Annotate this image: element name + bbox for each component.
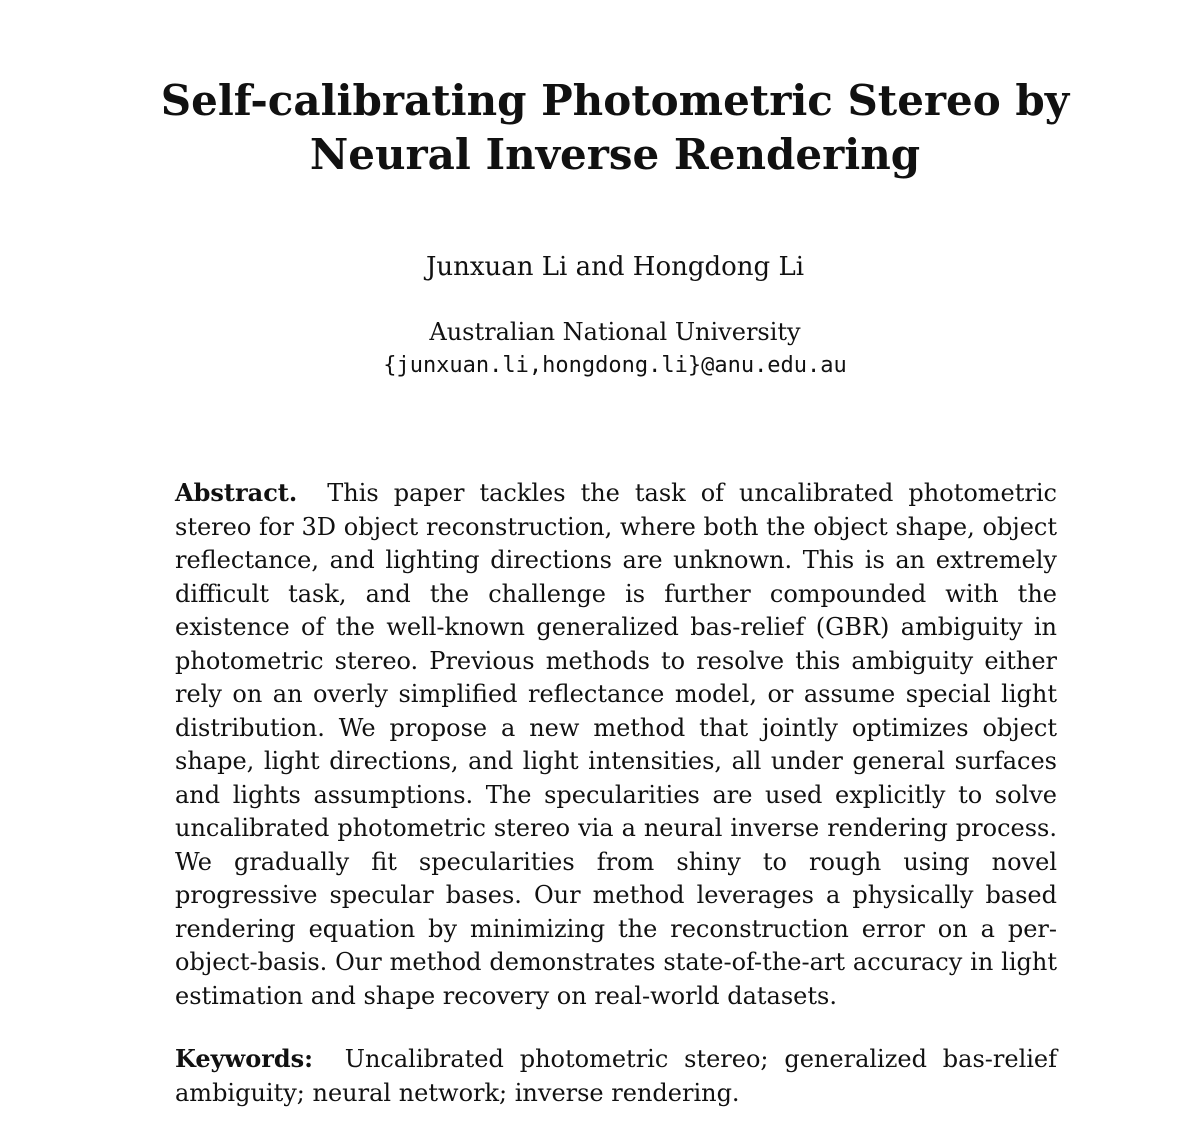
keywords-label: Keywords: (175, 1044, 314, 1073)
abstract-paragraph (175, 476, 1057, 1013)
author-email: {junxuan.li,hongdong.li}@anu.edu.au (383, 353, 847, 378)
author-affiliation: Australian National University (429, 318, 801, 346)
paper-authors: Junxuan Li and Hongdong Li (425, 252, 805, 282)
keywords-paragraph (175, 1042, 1057, 1110)
keywords-text: Uncalibrated photometric stereo; generalized bas-relief ambiguity; neural network; inverse rendering. (175, 1045, 1058, 1107)
paper-title: Self-calibrating Photometric Stereo by Neural Inverse Rendering (160, 76, 1070, 179)
abstract-text: This paper tackles the task of uncalibrated photometric stereo for 3D object reconstruction, where both the object shape, object reflectance, and lighting directions are unknown. This is an extremely difficult task, and the challenge is further compounded with the existence of the well-known generalized bas-relief (GBR) ambiguity in photometric stereo. Previous methods to resolve this ambiguity either rely on an overly simplified reflectance model, or assume special light distribution. We propose a new method that jointly optimizes object shape, light directions, and light intensities, all under general surfaces and lights assumptions. The specularities are used explicitly to solve uncalibrated photometric stereo via a neural inverse rendering process. We gradually fit specularities from shiny to rough using novel progressive specular bases. Our method leverages a physically based rendering equation by minimizing the reconstruction error on a per-object-basis. Our method demonstrates state-of-the-art accuracy in light estimation and shape recovery on real-world datasets. (175, 479, 1057, 1010)
abstract-label: Abstract. (175, 478, 298, 507)
